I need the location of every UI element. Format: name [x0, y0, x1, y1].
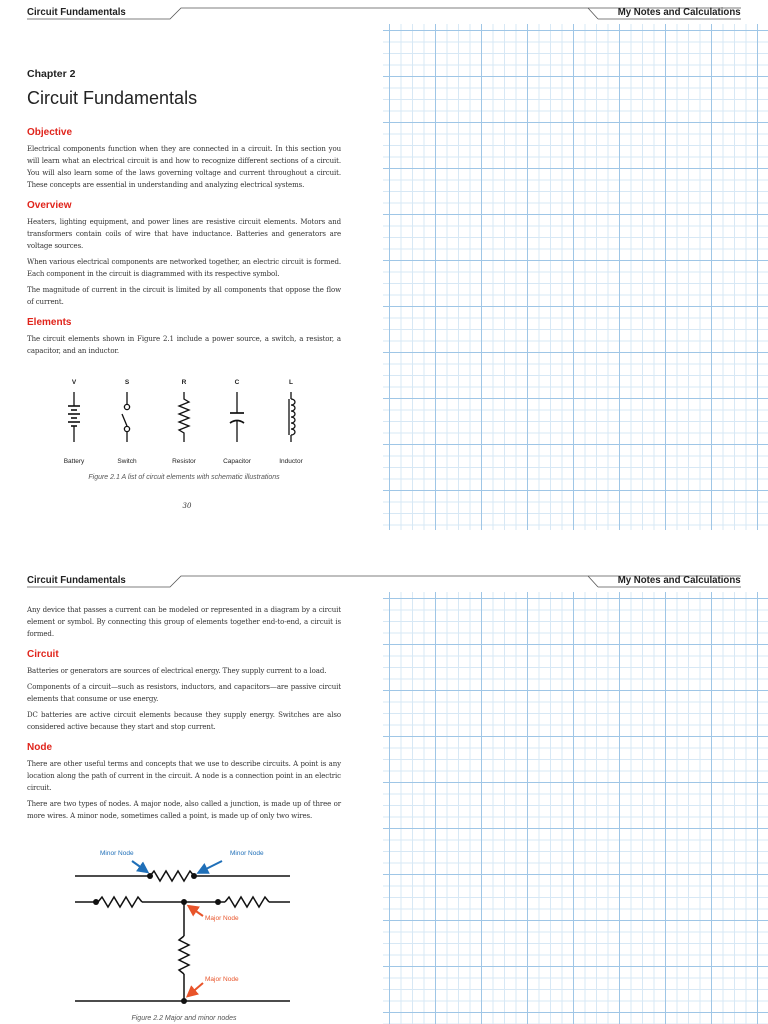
figure-2-2-caption: Figure 2.2 Major and minor nodes	[131, 1015, 237, 1022]
notes-grid	[383, 24, 768, 530]
symbol-name: Switch	[117, 458, 137, 465]
header-left-title: Circuit Fundamentals	[27, 574, 126, 586]
symbol-name: Inductor	[279, 458, 303, 465]
page-title: Circuit Fundamentals	[27, 88, 198, 108]
node-heading: Node	[27, 742, 52, 753]
inductor-symbol	[289, 392, 295, 442]
objective-heading: Objective	[27, 127, 73, 138]
objective-text: Electrical components function when they are connected in a circuit. In this section you will learn what an electrical circuit is and how to recognize different sections of a circuit. You will also learn some of the laws governing voltage and current throughout a circuit. These concepts are essential in understanding and analyzing electrical systems.	[27, 145, 341, 189]
overview-text-1: Heaters, lighting equipment, and power lines are resistive circuit elements. Motors and transformers contain coils of wire that have inductance. Batteries and generators are voltage sources.	[27, 218, 341, 250]
minor-node-label-right: Minor Node	[230, 850, 264, 857]
circuit-text-1: Batteries or generators are sources of electrical energy. They supply current to a load.	[27, 667, 327, 675]
page-number: 30	[182, 502, 192, 510]
page-1-content	[27, 68, 341, 361]
switch-symbol	[122, 392, 130, 442]
node-text-2: There are two types of nodes. A major node, also called a junction, is made up of three or more wires. A minor node, sometimes called a point, is made up of only two wires.	[27, 800, 341, 820]
circuit-heading: Circuit	[27, 649, 59, 660]
intro-text: Any device that passes a current can be modeled or represented in a diagram by a circuit element or symbol. By connecting this group of elements together end-to-end, a circuit is formed.	[27, 606, 341, 638]
major-node-label-top: Major Node	[205, 915, 239, 922]
symbol-name: Battery	[63, 458, 85, 465]
symbol-letter: R	[181, 379, 187, 386]
elements-text: The circuit elements shown in Figure 2.1 include a power source, a switch, a resistor, a capacitor, and an inductor.	[27, 335, 341, 355]
overview-heading: Overview	[27, 200, 72, 211]
major-node-label-bottom: Major Node	[205, 976, 239, 983]
circuit-text-3: DC batteries are active circuit elements because they supply energy. Switches are also considered active because they start and stop current.	[27, 711, 341, 731]
figure-2-1	[40, 372, 330, 472]
symbol-letter: S	[124, 379, 130, 386]
header-right-title: My Notes and Calculations	[618, 574, 741, 586]
page-2-content	[27, 604, 341, 826]
battery-symbol	[68, 392, 80, 442]
overview-text-3: The magnitude of current in the circuit is limited by all components that oppose the flow of current.	[27, 286, 341, 306]
figure-2-1-caption: Figure 2.1 A list of circuit elements with schematic illustrations	[88, 474, 280, 481]
symbol-letter: L	[289, 379, 293, 386]
symbol-name: Resistor	[172, 458, 196, 465]
overview-text-2: When various electrical components are networked together, an electric circuit is formed. Each component in the circuit is diagrammed with its respective symbol.	[27, 258, 341, 278]
capacitor-symbol	[230, 392, 244, 442]
header-right-title: My Notes and Calculations	[618, 6, 741, 18]
chapter-label: Chapter 2	[27, 68, 76, 80]
notes-grid	[383, 592, 768, 1024]
figure-2-2	[60, 843, 320, 1013]
circuit-text-2: Components of a circuit—such as resistors, inductors, and capacitors—are passive circuit elements that consume or use energy.	[27, 683, 341, 703]
symbol-letter: V	[71, 379, 77, 386]
elements-heading: Elements	[27, 317, 72, 328]
page-2	[0, 568, 768, 1024]
header-left-title: Circuit Fundamentals	[27, 6, 126, 18]
resistor-symbol	[179, 392, 189, 442]
symbol-letter: C	[234, 379, 240, 386]
node-text-1: There are other useful terms and concepts that we use to describe circuits. A point is any location along the path of current in the circuit. A node is a connection point in an electric circuit.	[27, 760, 341, 792]
minor-node-label-left: Minor Node	[100, 850, 134, 857]
symbol-name: Capacitor	[223, 458, 251, 465]
